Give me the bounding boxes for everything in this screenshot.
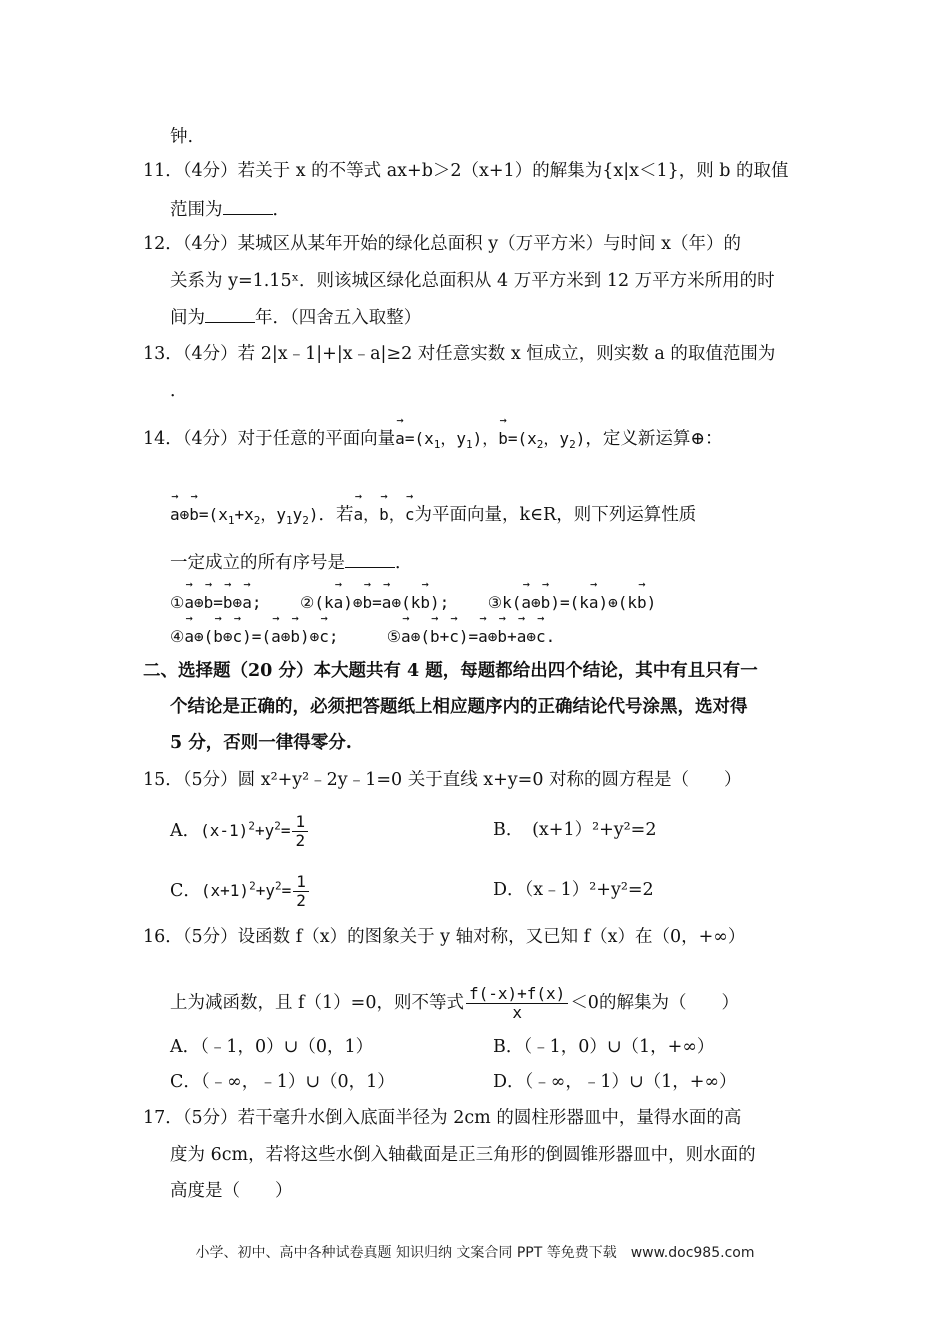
q11-line2-end: ．	[272, 200, 290, 220]
q15-option-c	[170, 873, 311, 910]
q14-option-3-mark: ③	[487, 593, 503, 612]
q12-line2: 关系为 y=1.15ˣ．则该城区绿化总面积从 4 万平方米到 12 万平方米所用的时	[170, 271, 775, 291]
q12-text: （4分）某城区从某年开始的绿化总面积 y（万平方米）与时间 x（年）的	[182, 234, 742, 254]
q15-option-a-label: A．	[170, 821, 201, 841]
q14-line3-text: 一定成立的所有序号是	[170, 553, 345, 573]
q13-line1	[143, 341, 775, 367]
q13-line2: ．	[170, 381, 188, 401]
q14-line3	[170, 549, 413, 576]
q12-line1	[143, 231, 741, 257]
q16-text: （5分）设函数 f（x）的图象关于 y 轴对称，又已知 f（x）在（0，+∞）	[182, 927, 746, 947]
q15-option-c-formula: $(x+1)^2+y^2=$ $\frac{1}{2}$	[201, 881, 311, 900]
q13-number: 13．	[143, 344, 183, 364]
q14-option-5-mark: ⑤	[386, 627, 402, 646]
q16-option-b: B．（﹣1，0）∪（1，+∞）	[493, 1037, 715, 1057]
q14-line2	[170, 502, 696, 534]
q15-option-d: D．（x﹣1）²+y²=2	[493, 880, 654, 900]
q16-option-d: D．（﹣∞，﹣1）∪（1，+∞）	[493, 1072, 737, 1092]
q11-line2	[170, 196, 290, 223]
q13-text: （4分）若 2|x﹣1|+|x﹣a|≥2 对任意实数 x 恒成立，则实数 a 的取值范围为	[182, 344, 776, 364]
q14-text: （4分）对于任意的平面向量	[182, 429, 396, 449]
q14-answer-blank	[345, 549, 395, 568]
prev-question-tail: 钟.	[170, 127, 194, 147]
q16-option-a: A．（﹣1，0）∪（0，1）	[170, 1037, 374, 1057]
q17-number: 17．	[143, 1108, 183, 1128]
q15-number: 15．	[143, 770, 183, 790]
q12-line3-text: 间为	[170, 308, 205, 328]
q17-line3: 高度是（ ）	[170, 1181, 293, 1201]
q17-text: （5分）若干毫升水倒入底面半径为 2cm 的圆柱形器皿中，量得水面的高	[182, 1108, 742, 1128]
q14-option-1-mark: ①	[170, 593, 185, 612]
q16-option-c: C．（﹣∞，﹣1）∪（0，1）	[170, 1072, 395, 1092]
q12-answer-blank	[205, 304, 255, 323]
q16-line1	[143, 924, 745, 950]
q16-line2-start: 上为减函数，且 f（1）=0，则不等式	[170, 993, 464, 1013]
q14-line2-end: 为平面向量，k∈R，则下列运算性质	[414, 505, 697, 525]
q14-vector-defs: → $a=(x_1$，$y_1$)，→ $b=(x_2$，$y_2$)	[395, 429, 585, 448]
section2-heading-line2: 个结论是正确的，必须把答题纸上相应题序内的正确结论代号涂黑，选对得	[170, 697, 748, 717]
q11-line2-text: 范围为	[170, 200, 223, 220]
q16-line2-end: ＜0的解集为（ ）	[570, 993, 739, 1013]
q14-option-2-mark: ②	[300, 593, 315, 612]
q15-option-a-formula: $(x-1)^2+y^2=$ $\frac{1}{2}$	[200, 821, 310, 840]
q15-stem	[143, 767, 742, 793]
q16-number: 16．	[143, 927, 183, 947]
q12-line3-end: 年．（四舍五入取整）	[255, 308, 422, 328]
q14-line2-tail: ．若	[318, 505, 354, 525]
q14-line1	[143, 426, 723, 458]
q14-line3-end: ．	[395, 553, 413, 573]
q14-option-4-mark: ④	[170, 627, 185, 646]
q14-operation-def: → a⊕→ $b=(x_1+x_2$，$y_1y_2$)	[170, 505, 319, 524]
q11-number: 11．	[143, 161, 183, 181]
q16-line2	[170, 985, 739, 1022]
q15-option-a	[170, 813, 310, 850]
q14-line1-tail: ，定义新运算⊕：	[585, 429, 723, 449]
section2-heading-line1: 二、选择题（20 分）本大题共有 4 题，每题都给出四个结论，其中有且只有一	[143, 661, 758, 681]
q12-number: 12．	[143, 234, 183, 254]
q12-line3	[170, 304, 421, 331]
q15-option-c-label: C．	[170, 881, 201, 901]
q14-options-row1: ①→ a⊕→ b=→ b⊕→ a; ②(k→ a)⊕→ b=→ a⊕(k→ b); ③k(→ a⊕→ b)=(k→ a)⊕(k→ b)	[170, 590, 656, 616]
q17-line2: 度为 6cm，若将这些水倒入轴截面是正三角形的倒圆锥形器皿中，则水面的	[170, 1145, 756, 1165]
q14-vectors-abc: → a，→ b，→ c	[354, 505, 415, 524]
q11-answer-blank	[223, 196, 273, 215]
section2-heading-line3: 5 分，否则一律得零分.	[170, 733, 352, 753]
q16-fraction: $\frac{f(-x)+f(x)}{x}$	[466, 985, 568, 1022]
q11-text: （4分）若关于 x 的不等式 ax+b＞2（x+1）的解集为{x|x＜1}，则 b 的取值	[182, 161, 789, 181]
page-footer: 小学、初中、高中各种试卷真题 知识归纳 文案合同 PPT 等免费下载 www.doc985.com	[195, 1245, 755, 1261]
q14-options-row2: ④→ a⊕(→ b⊕→ c)=(→ a⊕→ b)⊕→ c; ⑤→ a⊕(→ b+→ c)=→ a⊕→ b+→ a⊕→ c.	[170, 624, 555, 650]
q15-option-b: B． (x+1）²+y²=2	[493, 820, 657, 840]
q11-line1	[143, 158, 789, 184]
q14-number: 14．	[143, 429, 183, 449]
q15-text: （5分）圆 x²+y²﹣2y﹣1=0 关于直线 x+y=0 对称的圆方程是（ ）	[182, 770, 742, 790]
q17-line1	[143, 1105, 741, 1131]
